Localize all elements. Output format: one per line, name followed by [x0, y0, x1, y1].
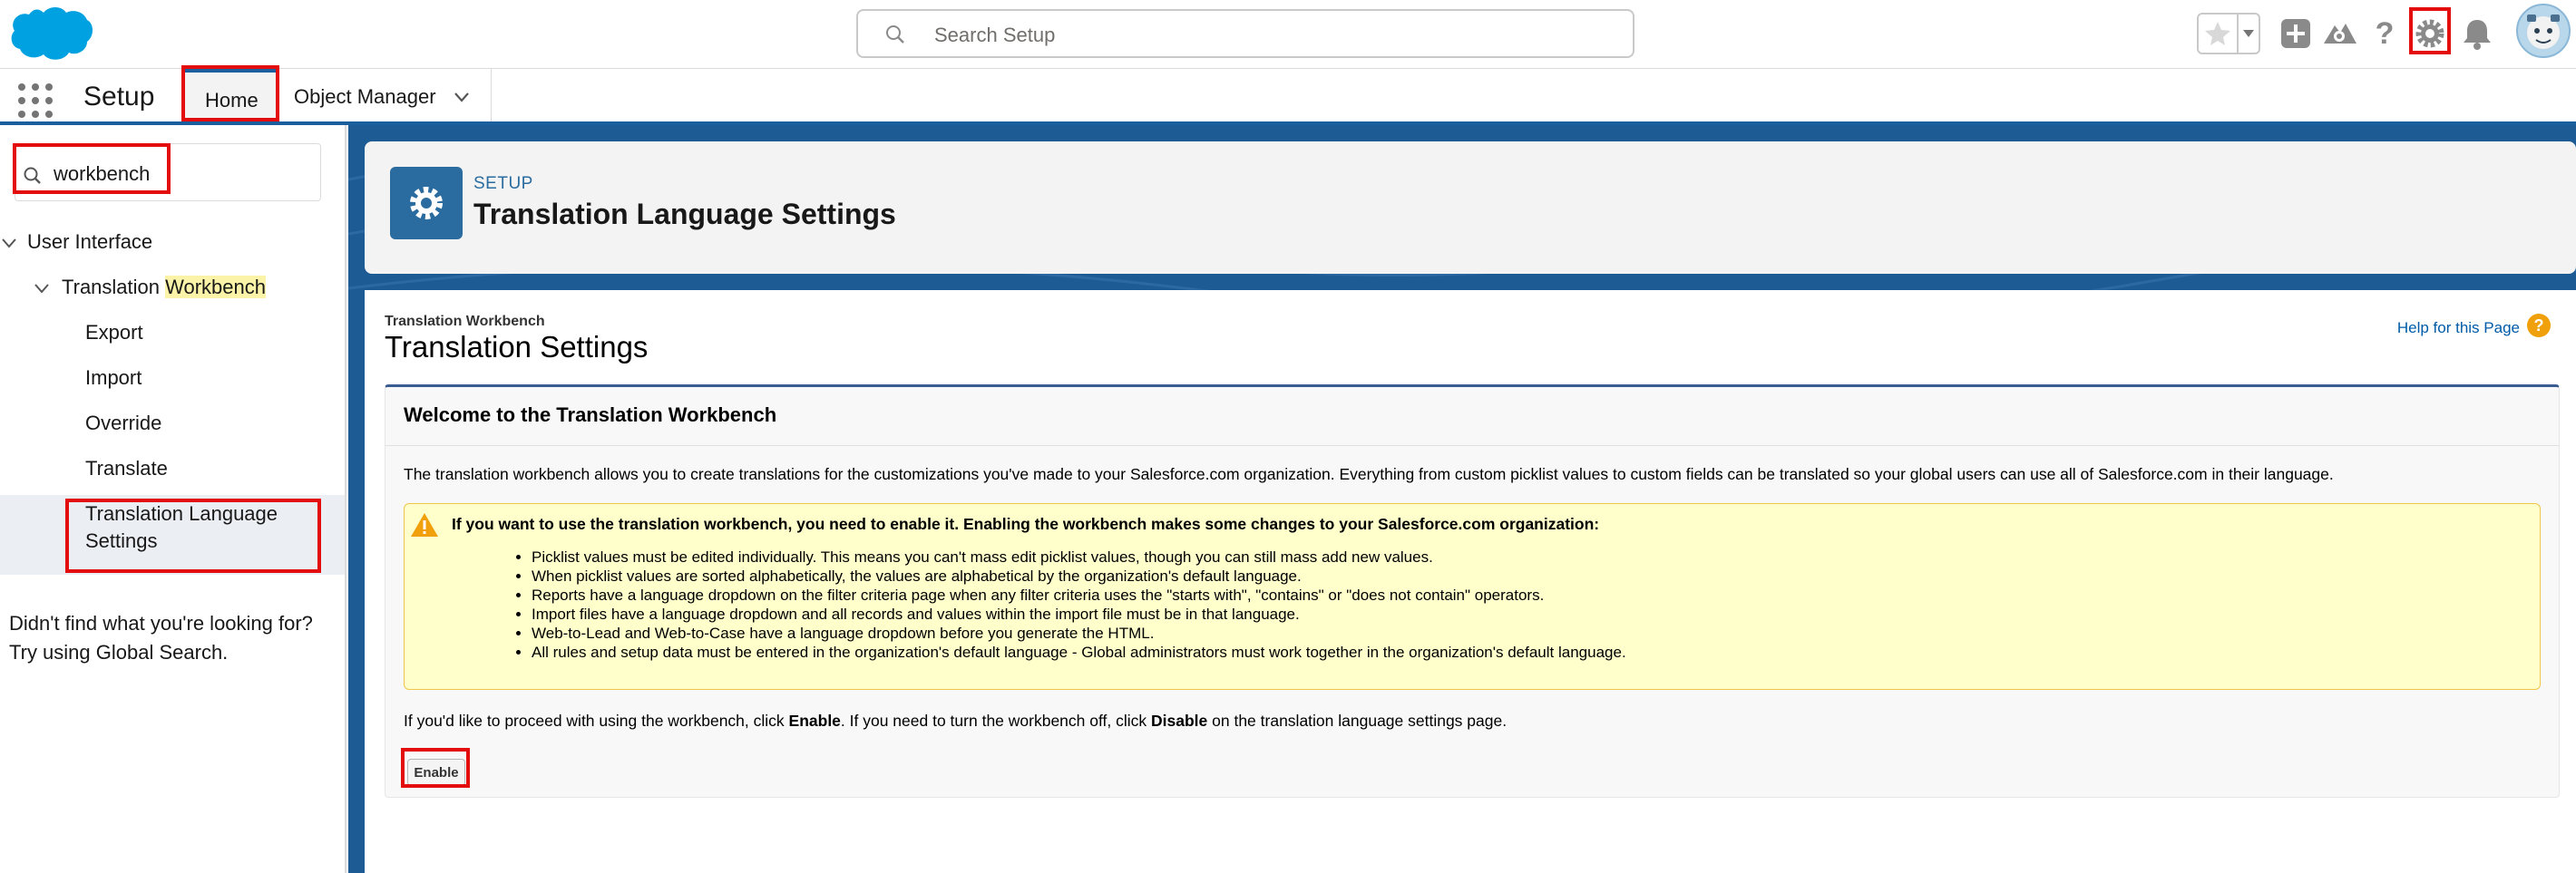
list-item: • Picklist values must be edited individually. This means you can't mass edit picklist values, though you can still mass add new values.: [532, 548, 1626, 567]
list-item: • When picklist values are sorted alphabetically, the values are alphabetical by the organization's default language.: [532, 567, 1626, 586]
enable-button[interactable]: Enable: [407, 759, 465, 786]
tree-item-label-line2: Settings: [85, 529, 158, 552]
notifications-bell-icon[interactable]: [2456, 13, 2498, 54]
context-bar: [0, 69, 2576, 125]
help-circle-icon[interactable]: ?: [2527, 314, 2551, 337]
user-avatar[interactable]: [2516, 4, 2571, 58]
tree-item-user-interface[interactable]: User Interface: [27, 230, 153, 253]
trailhead-guidance-icon[interactable]: [2318, 13, 2360, 54]
tree-item-translation-workbench[interactable]: [62, 276, 266, 299]
page-title: Translation Language Settings: [473, 198, 896, 230]
list-item: • Web-to-Lead and Web-to-Case have a language dropdown before you generate the HTML.: [532, 624, 1626, 643]
warning-message: [404, 503, 2541, 690]
search-setup-input[interactable]: [856, 9, 1634, 58]
list-item: • Import files have a language dropdown and all records and values within the import file must be in that language.: [532, 605, 1626, 624]
not-found-line1: Didn't find what you're looking for?: [9, 612, 313, 635]
search-placeholder: Search Setup: [934, 24, 1056, 46]
chevron-down-icon[interactable]: [0, 234, 18, 252]
divider: [385, 445, 2559, 446]
quick-find-value: workbench: [54, 162, 151, 185]
proceed-text: [404, 712, 1507, 731]
tree-item-import[interactable]: Import: [85, 366, 142, 389]
global-header: [0, 0, 2576, 69]
proceed-disable-word: Disable: [1151, 712, 1208, 730]
warning-icon: [410, 511, 439, 538]
chevron-down-icon[interactable]: [452, 87, 472, 107]
not-found-message: [9, 609, 313, 667]
list-item: • Reports have a language dropdown on the filter criteria page when any filter criteria uses the "starts with", "contains" or "does not contain" operators.: [532, 586, 1626, 605]
proceed-text-part: If you'd like to proceed with using the workbench, click: [404, 712, 789, 730]
highlight-box-tree-item: [65, 499, 321, 573]
highlight-box-quick-find: [13, 143, 171, 194]
proceed-enable-word: Enable: [788, 712, 841, 730]
page-eyebrow: SETUP: [473, 174, 533, 193]
content-card: [365, 290, 2576, 873]
warning-list: [532, 548, 1626, 662]
favorites-group: [2197, 13, 2260, 54]
favorites-dropdown-icon[interactable]: [2239, 15, 2259, 53]
highlight-box-gear: [2409, 7, 2451, 54]
intro-text: The translation workbench allows you to create translations for the customizations you've made to your Salesforce.com organization. Everything from custom picklist values to custom fields can be translated so your global users can use all of Salesforce.com in their language.: [404, 465, 2334, 483]
tab-object-manager[interactable]: [279, 69, 492, 121]
highlight-box-home-tab: [181, 65, 279, 121]
tab-home-label: Home: [205, 89, 259, 112]
setup-sidebar: [0, 125, 346, 873]
help-icon[interactable]: [2364, 13, 2405, 54]
welcome-title: Welcome to the Translation Workbench: [404, 403, 777, 426]
salesforce-logo[interactable]: [9, 5, 93, 63]
svg-text:?: ?: [2375, 16, 2395, 51]
favorites-star-icon[interactable]: [2202, 18, 2233, 49]
proceed-text-part: on the translation language settings page.: [1207, 712, 1508, 730]
tree-item-label: Translation: [62, 276, 166, 298]
highlight-box-enable-button: [401, 748, 470, 788]
list-item: • All rules and setup data must be entered in the organization's default language - Global administrators must work together in the organization's default language.: [532, 643, 1626, 662]
tree-item-override[interactable]: Override: [85, 412, 162, 434]
setup-gear-icon: [390, 167, 463, 239]
not-found-line2: Try using Global Search.: [9, 641, 229, 664]
app-name: Setup: [83, 82, 155, 112]
proceed-text-part: . If you need to turn the workbench off, click: [840, 712, 1152, 730]
warning-title: If you want to use the translation workbench, you need to enable it. Enabling the workbench makes some changes to your Salesforce.com organization:: [452, 515, 1600, 533]
tree-item-label-line1: Translation Language: [85, 502, 278, 525]
chevron-down-icon[interactable]: [33, 279, 51, 297]
welcome-block: [385, 384, 2560, 798]
tree-item-translate[interactable]: Translate: [85, 457, 168, 480]
search-match-highlight: Workbench: [165, 276, 266, 298]
app-launcher-icon[interactable]: [18, 83, 53, 118]
tree-item-export[interactable]: Export: [85, 321, 143, 344]
section-title: Translation Settings: [385, 330, 649, 364]
help-for-this-page-link[interactable]: Help for this Page: [2396, 319, 2520, 336]
page-header: [365, 141, 2576, 274]
global-actions-add-icon[interactable]: [2275, 13, 2317, 54]
breadcrumb: Translation Workbench: [385, 314, 545, 329]
tab-object-manager-label: Object Manager: [294, 85, 436, 108]
search-icon: [885, 24, 905, 44]
